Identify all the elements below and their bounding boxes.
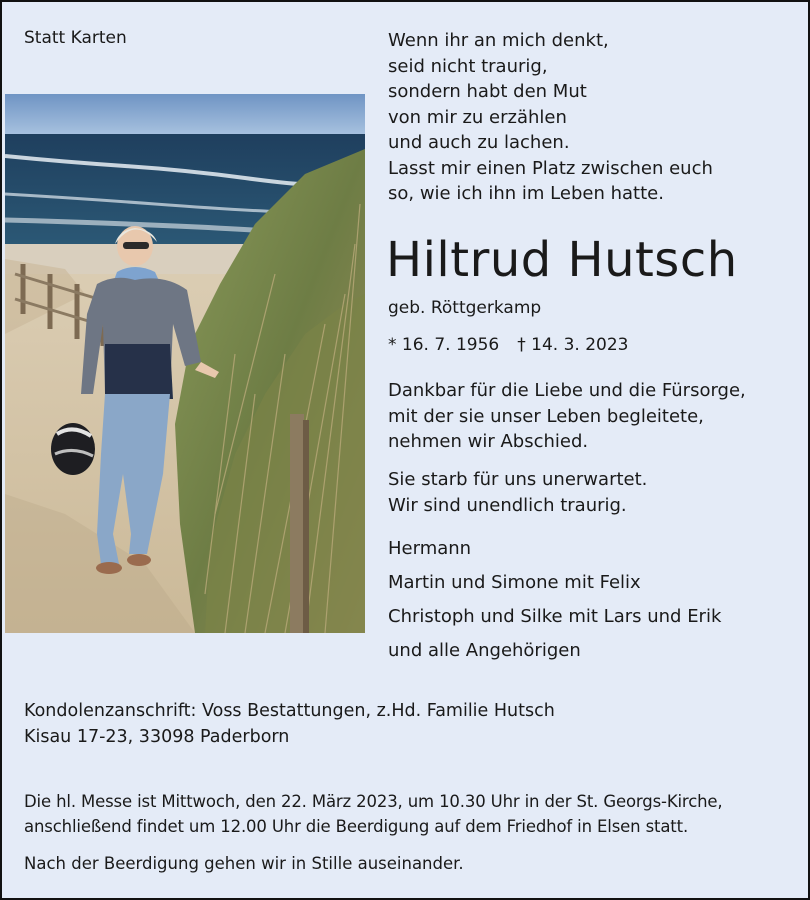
- grief-text: [388, 467, 647, 518]
- address-line: Kisau 17-23, 33098 Paderborn: [24, 726, 290, 747]
- family-member: Martin und Simone mit Felix: [388, 572, 641, 593]
- closing-note: Nach der Beerdigung gehen wir in Stille auseinander.: [24, 854, 464, 873]
- grief-line: Wir sind unendlich traurig.: [388, 494, 627, 516]
- thanks-line: Dankbar für die Liebe und die Fürsorge,: [388, 380, 746, 401]
- poem-line: sondern habt den Mut: [388, 81, 587, 102]
- poem-line: seid nicht traurig,: [388, 55, 548, 77]
- poem-line: von mir zu erzählen: [388, 106, 567, 128]
- birth-name: geb. Röttgerkamp: [388, 298, 542, 318]
- poem-line: und auch zu lachen.: [388, 132, 570, 153]
- birth-date: * 16. 7. 1956: [388, 335, 500, 355]
- service-line: anschließend findet um 12.00 Uhr die Beerdigung auf dem Friedhof in Elsen statt.: [24, 816, 689, 836]
- address-line: Kondolenzanschrift: Voss Bestattungen, z.Hd. Familie Hutsch: [24, 701, 555, 721]
- poem-line: Lasst mir einen Platz zwischen euch: [388, 157, 713, 179]
- thanks-text: [388, 378, 746, 455]
- family-member: Hermann: [388, 538, 472, 559]
- poem-line: so, wie ich ihn im Leben hatte.: [388, 183, 664, 204]
- thanks-line: nehmen wir Abschied.: [388, 431, 589, 452]
- deceased-name: Hiltrud Hutsch: [386, 232, 738, 288]
- condolence-address: [24, 699, 555, 750]
- poem: [388, 28, 713, 207]
- service-info: [24, 790, 723, 839]
- service-line: Die hl. Messe ist Mittwoch, den 22. März 2023, um 10.30 Uhr in der St. Georgs-Kirche,: [24, 792, 723, 811]
- poem-line: Wenn ihr an mich denkt,: [388, 30, 609, 51]
- family-member: und alle Angehörigen: [388, 640, 581, 661]
- statt-karten-label: Statt Karten: [24, 28, 127, 48]
- portrait-photo: [5, 94, 365, 633]
- death-date: † 14. 3. 2023: [517, 335, 629, 355]
- life-dates: [388, 335, 628, 355]
- grief-line: Sie starb für uns unerwartet.: [388, 469, 648, 490]
- thanks-line: mit der sie unser Leben begleitete,: [388, 405, 704, 427]
- family-member: Christoph und Silke mit Lars und Erik: [388, 606, 722, 627]
